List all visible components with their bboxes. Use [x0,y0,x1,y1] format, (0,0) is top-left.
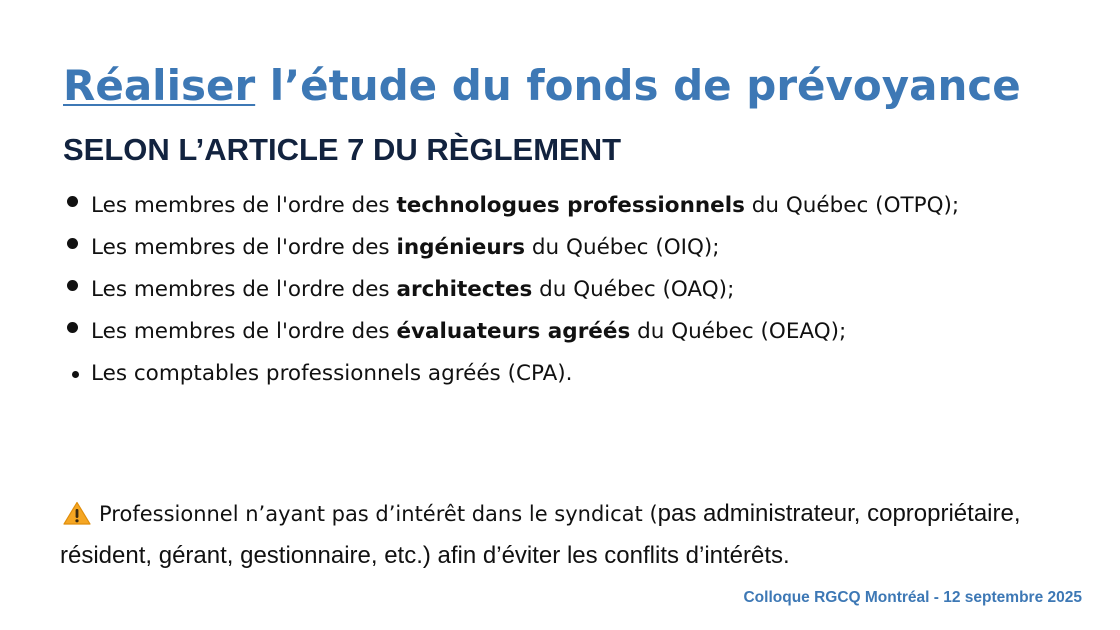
warning-text-detail: pas administrateur, copropriétaire, résident, gérant, gestionnaire, etc.) afin d’éviter les conflits d’intérêts. [60,500,1021,569]
bullet-item-oiq [63,227,959,269]
slide-subtitle: SELON L’ARTICLE 7 DU RÈGLEMENT [63,132,622,167]
bullet-dot-icon [72,371,79,378]
title-link[interactable]: Réaliser [63,61,256,110]
title-text: l’étude du fonds de prévoyance [255,61,1021,110]
slide-footer: Colloque RGCQ Montréal - 12 septembre 2025 [743,589,1082,606]
bullet-text: du Québec (OEAQ); [630,319,847,344]
bullet-text: du Québec (OTPQ); [744,193,960,218]
bullet-text: Les membres de l'ordre des [91,235,397,260]
bullet-list [63,185,959,395]
bullet-text: Les comptables professionnels agréés (CPA). [91,361,573,386]
bullet-item-oaq [63,269,959,311]
bullet-text: du Québec (OAQ); [532,277,735,302]
warning-note [60,493,1080,577]
bullet-text: du Québec (OIQ); [525,235,720,260]
bullet-dot-icon [67,238,78,249]
bullet-item-oeaq [63,311,959,353]
bullet-item-otpq [63,185,959,227]
bullet-text: Les membres de l'ordre des [91,277,397,302]
bullet-dot-icon [67,280,78,291]
bullet-text-bold: évaluateurs agréés [396,319,631,344]
bullet-dot-icon [67,322,78,333]
warning-text: Professionnel n’ayant pas d’intérêt dans le syndicat ( [99,502,658,526]
bullet-item-cpa [63,353,959,395]
bullet-text-bold: ingénieurs [396,235,526,260]
bullet-text: Les membres de l'ordre des [91,319,397,344]
bullet-dot-icon [67,196,78,207]
bullet-text: Les membres de l'ordre des [91,193,397,218]
warning-icon [63,501,91,525]
bullet-text-bold: technologues professionnels [396,193,745,218]
slide-title [63,58,1021,114]
bullet-text-bold: architectes [396,277,533,302]
